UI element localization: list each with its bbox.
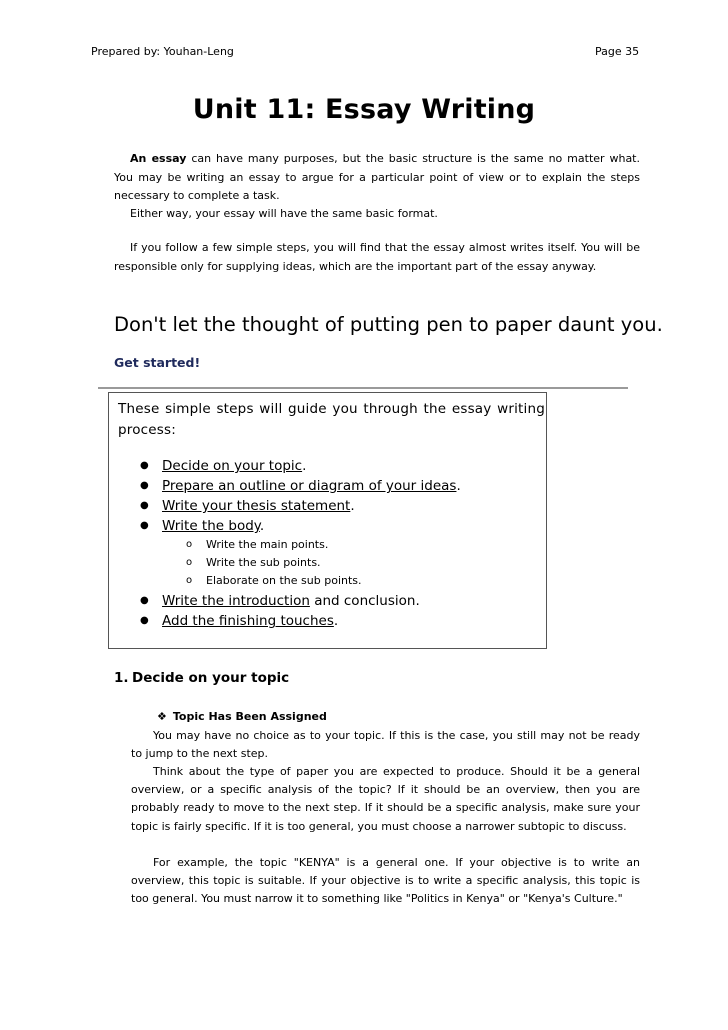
- link-decide-topic[interactable]: Decide on your topic: [162, 458, 303, 474]
- link-write-introduction[interactable]: Write the introduction: [162, 593, 310, 609]
- page-title: Unit 11: Essay Writing: [192, 94, 536, 125]
- circle-bullet-icon: o: [186, 575, 193, 586]
- steps-intro: These simple steps will guide you through the essay writing process:: [118, 401, 545, 438]
- sub-list-item-text: Elaborate on the sub points.: [206, 574, 362, 587]
- intro-paragraph-2: [114, 205, 640, 224]
- section-1-paragraph-2-text: Think about the type of paper you are expected to produce. Should it be a general overview, or a specific analysis of the topic? If it should be an overview, then you are probably ready to move to the next step. If it should be a specific analysis, make sure your topic is fairly specific. If it is too general, you must choose a narrower subtopic to discuss.: [131, 765, 640, 833]
- intro-paragraph-3: [114, 239, 640, 276]
- steps-box: [108, 392, 547, 649]
- bullet-icon: ●: [140, 480, 149, 491]
- list-item-suffix: .: [302, 458, 307, 474]
- link-finishing-touches[interactable]: Add the finishing touches: [162, 613, 334, 629]
- section-title: Decide on your topic: [132, 670, 290, 686]
- header-prepared-by: Prepared by: Youhan-Leng: [91, 45, 234, 58]
- section-1-heading: [114, 668, 289, 688]
- essay-term: An essay: [130, 152, 187, 165]
- intro-paragraph-3-text: If you follow a few simple steps, you will find that the essay almost writes itself. You will be responsible only for supplying ideas, which are the important part of the essay anyway.: [114, 241, 640, 273]
- topic-assigned-heading: [157, 709, 327, 725]
- link-thesis-statement[interactable]: Write your thesis statement: [162, 498, 351, 514]
- bullet-icon: ●: [140, 460, 149, 471]
- horizontal-divider: [98, 387, 628, 389]
- list-item-suffix: .: [456, 478, 461, 494]
- list-item-suffix: .: [333, 613, 339, 629]
- topic-assigned-title: Topic Has Been Assigned: [172, 710, 327, 723]
- get-started-heading: Get started!: [114, 355, 201, 370]
- section-1-paragraph-2: [131, 763, 640, 836]
- circle-bullet-icon: o: [186, 557, 193, 568]
- sub-list-item-text: Write the main points.: [206, 538, 329, 551]
- list-item-suffix: and conclusion.: [309, 593, 420, 609]
- section-1-paragraph-3-text: For example, the topic "KENYA" is a general one. If your objective is to write an overview, this topic is suitable. If your objective is to write a specific analysis, this topic is too general. You must narrow it to something like "Politics in Kenya" or "Kenya's Culture.": [131, 856, 640, 906]
- list-item-suffix: .: [259, 518, 265, 534]
- section-1-paragraph-1-text: You may have no choice as to your topic. If this is the case, you still may not be ready to jump to the next step.: [131, 729, 640, 761]
- diamond-bullet-icon: ❖: [157, 710, 167, 723]
- section-number: 1.: [114, 670, 129, 686]
- header-page-number: Page 35: [595, 45, 640, 58]
- link-prepare-outline[interactable]: Prepare an outline or diagram of your ideas: [162, 478, 457, 494]
- bullet-icon: ●: [140, 520, 149, 531]
- section-1-paragraph-1: [131, 727, 640, 763]
- intro-paragraph-1: [114, 150, 640, 206]
- bullet-icon: ●: [140, 595, 149, 606]
- sub-list-item-text: Write the sub points.: [206, 556, 321, 569]
- list-item-suffix: .: [350, 498, 355, 514]
- bullet-icon: ●: [140, 615, 149, 626]
- intro-paragraph-2-text: Either way, your essay will have the same basic format.: [130, 207, 438, 220]
- encouragement-line: Don't let the thought of putting pen to paper daunt you.: [114, 313, 663, 336]
- link-write-body[interactable]: Write the body: [162, 518, 260, 534]
- circle-bullet-icon: o: [186, 539, 193, 550]
- section-1-paragraph-3: [131, 854, 640, 909]
- bullet-icon: ●: [140, 500, 149, 511]
- intro-paragraph-1-text: can have many purposes, but the basic structure is the same no matter what. You may be writing an essay to argue for a particular point of view or to explain the steps necessary to complete a task.: [114, 152, 640, 202]
